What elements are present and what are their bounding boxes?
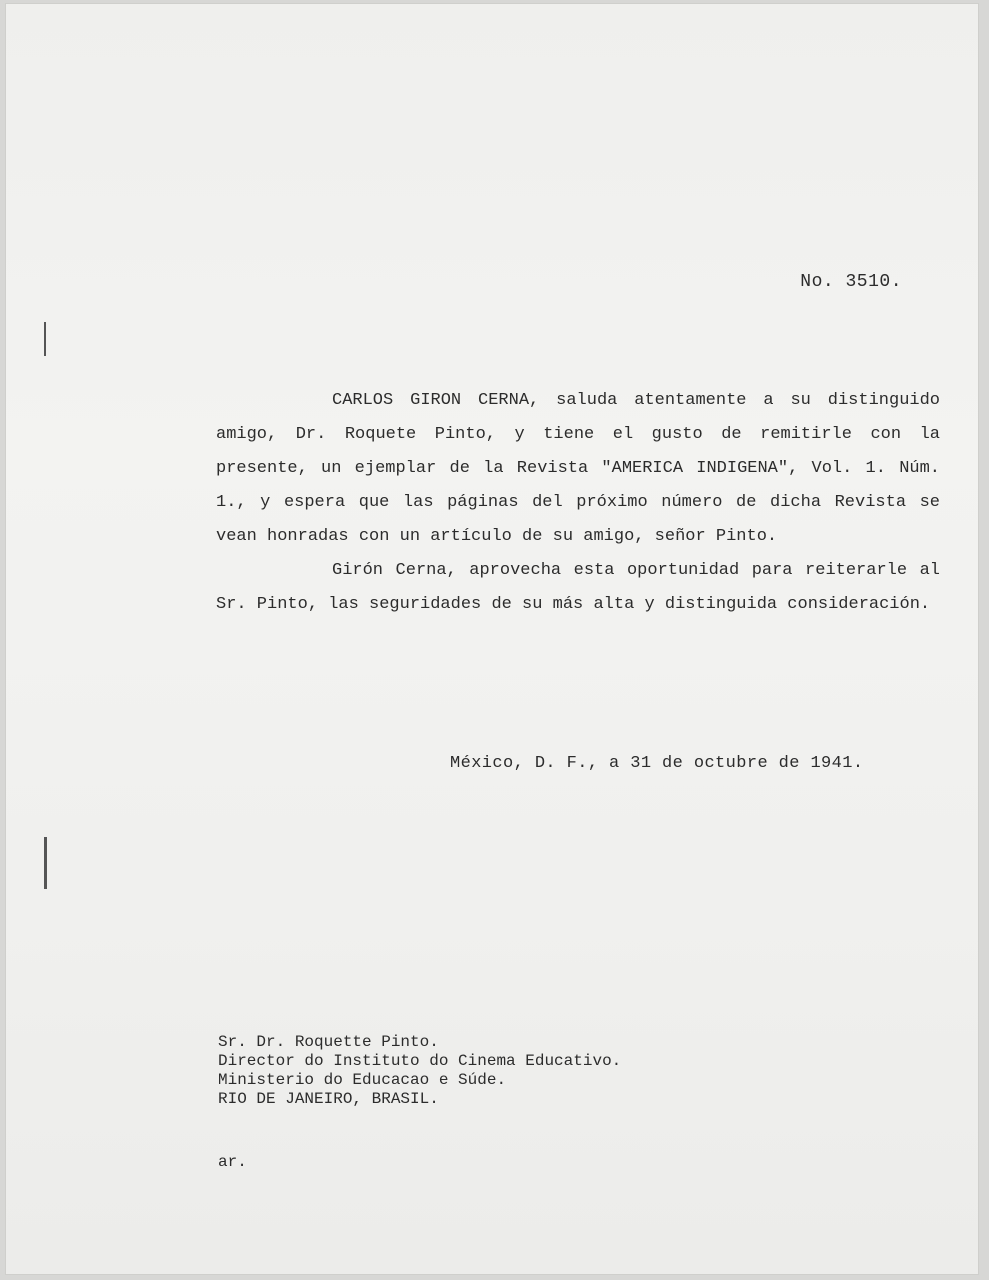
paragraph-2: Girón Cerna, aprovecha esta oportunidad para reiterarle al Sr. Pinto, las seguridades de su más alta y distinguida consideración. — [216, 561, 940, 614]
recipient-ministry: Ministerio do Educacao e Súde. — [218, 1071, 507, 1089]
binder-mark-bottom — [44, 837, 47, 889]
typist-initials: ar. — [218, 1153, 247, 1171]
dateline: México, D. F., a 31 de octubre de 1941. — [450, 754, 864, 773]
recipient-city: RIO DE JANEIRO, BRASIL. — [218, 1090, 439, 1108]
paragraph-1: CARLOS GIRON CERNA, saluda atentamente a su distinguido amigo, Dr. Roquete Pinto, y tiene el gusto de remitirle con la presente, un ejemplar de la Revista "AMERICA INDIGENA", Vol. 1. Núm. 1., y espera que las páginas del próximo número de dicha Revista se vean honradas con un artículo de su amigo, señor Pinto. — [216, 391, 940, 546]
recipient-address — [218, 1033, 621, 1109]
binder-mark-top — [44, 322, 46, 356]
letter-body — [216, 384, 940, 622]
document-number: No. 3510. — [800, 272, 902, 292]
recipient-name: Sr. Dr. Roquette Pinto. — [218, 1033, 439, 1051]
recipient-title: Director do Instituto do Cinema Educativo. — [218, 1052, 622, 1070]
